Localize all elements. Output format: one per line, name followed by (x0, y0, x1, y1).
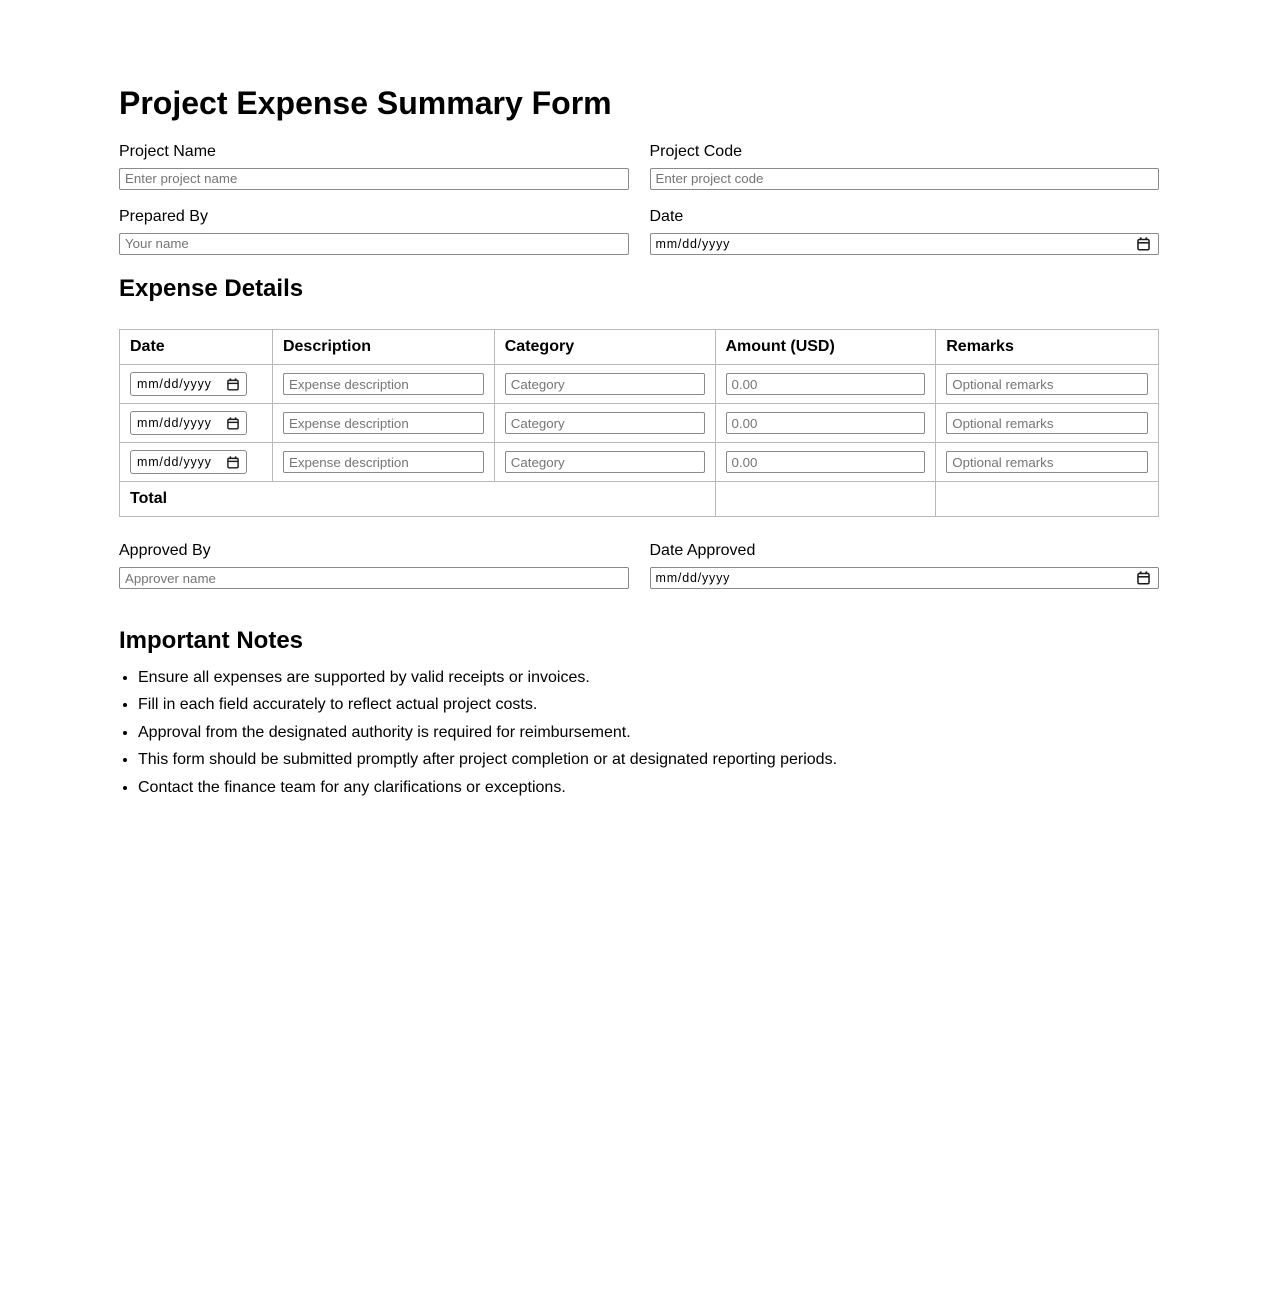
expense-table-header-row (120, 330, 1159, 365)
row1-remarks-input[interactable] (946, 373, 1148, 395)
col-header-category: Category (494, 330, 715, 365)
calendar-icon[interactable] (227, 378, 239, 391)
approval-fields (119, 542, 1159, 589)
total-row (120, 482, 1159, 517)
date-field (650, 208, 1160, 255)
project-code-input[interactable] (650, 168, 1160, 190)
calendar-icon[interactable] (227, 417, 239, 430)
note-item: • Fill in each field accurately to reflect actual project costs. (138, 696, 1159, 715)
row1-description-input[interactable] (283, 373, 484, 395)
project-name-input[interactable] (119, 168, 629, 190)
date-approved-input[interactable] (650, 567, 1160, 589)
project-code-label: Project Code (649, 142, 742, 160)
row2-description-input[interactable] (283, 412, 484, 434)
row2-date-input[interactable] (130, 411, 247, 435)
project-name-field (119, 143, 629, 190)
col-header-amount: Amount (USD) (715, 330, 936, 365)
total-amount-cell (715, 482, 936, 517)
row2-date-value: mm/dd/yyyy (137, 416, 212, 431)
prepared-by-input[interactable] (119, 233, 629, 255)
row3-description-input[interactable] (283, 451, 484, 473)
row3-amount-input[interactable] (726, 451, 926, 473)
expense-details-heading: Expense Details (119, 274, 304, 302)
expense-row-2 (120, 404, 1159, 443)
calendar-icon[interactable] (227, 456, 239, 469)
prepared-by-field (119, 208, 629, 255)
date-input[interactable] (650, 233, 1160, 255)
date-approved-value: mm/dd/yyyy (655, 571, 731, 586)
approved-by-field (119, 542, 629, 589)
total-label: Total (120, 482, 716, 517)
row3-remarks-input[interactable] (946, 451, 1148, 473)
row3-date-input[interactable] (130, 450, 247, 474)
row1-amount-input[interactable] (726, 373, 926, 395)
expense-row-1 (120, 365, 1159, 404)
note-item: • Ensure all expenses are supported by valid receipts or invoices. (138, 669, 1159, 688)
date-label: Date (649, 207, 684, 225)
row3-category-input[interactable] (505, 451, 705, 473)
col-header-description: Description (272, 330, 494, 365)
note-item: • Approval from the designated authority is required for reimbursement. (138, 724, 1159, 743)
expense-row-3 (120, 443, 1159, 482)
page-title: Project Expense Summary Form (119, 85, 612, 121)
note-item: • Contact the finance team for any clarifications or exceptions. (138, 779, 1159, 798)
calendar-icon[interactable] (1137, 237, 1150, 251)
prepared-by-label: Prepared By (119, 207, 208, 225)
total-remarks-cell (936, 482, 1159, 517)
note-item: • This form should be submitted promptly after project completion or at designated reporting periods. (138, 751, 1159, 770)
approved-by-label: Approved By (119, 542, 211, 560)
notes-list (119, 669, 1159, 798)
expense-table (119, 329, 1159, 517)
approved-by-input[interactable] (119, 567, 629, 589)
form-page (119, 0, 1159, 797)
project-code-field (650, 143, 1160, 190)
important-notes-section (119, 627, 1159, 797)
date-value: mm/dd/yyyy (655, 236, 731, 251)
row1-date-value: mm/dd/yyyy (137, 377, 212, 392)
header-fields (119, 143, 1159, 255)
row2-category-input[interactable] (505, 412, 705, 434)
row3-date-value: mm/dd/yyyy (137, 455, 212, 470)
row1-date-input[interactable] (130, 372, 247, 396)
col-header-remarks: Remarks (936, 330, 1159, 365)
row2-remarks-input[interactable] (946, 412, 1148, 434)
important-notes-heading: Important Notes (119, 627, 304, 655)
row2-amount-input[interactable] (726, 412, 926, 434)
col-header-date: Date (120, 330, 273, 365)
date-approved-field (650, 542, 1160, 589)
date-approved-label: Date Approved (649, 542, 756, 560)
calendar-icon[interactable] (1137, 571, 1150, 585)
project-name-label: Project Name (119, 142, 216, 160)
row1-category-input[interactable] (505, 373, 705, 395)
